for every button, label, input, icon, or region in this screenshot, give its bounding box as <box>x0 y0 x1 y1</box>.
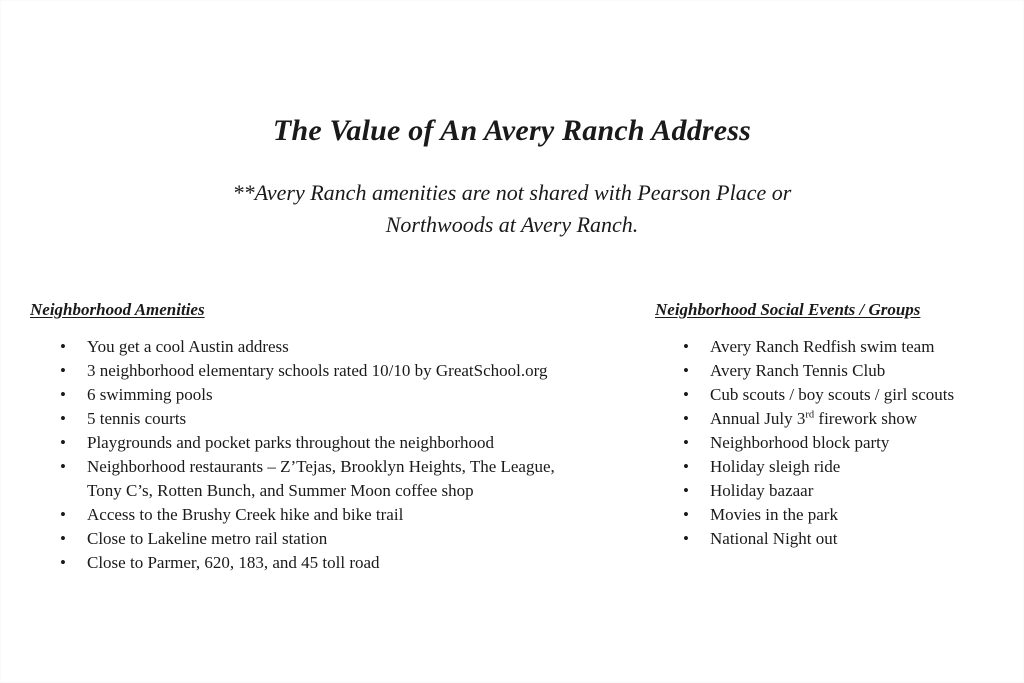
list-item: • Avery Ranch Tennis Club <box>655 359 1015 383</box>
list-item-text-post: firework show <box>814 409 918 428</box>
ordinal-suffix: rd <box>805 409 815 421</box>
amenities-list <box>30 335 640 575</box>
list-item <box>30 455 640 503</box>
social-events-section <box>655 298 1015 551</box>
list-item-text-pre: Annual July 3 <box>710 409 806 428</box>
list-item: • Movies in the park <box>655 503 1015 527</box>
list-item-line-1: Neighborhood restaurants – Z’Tejas, Brooklyn Heights, The League, <box>87 457 555 476</box>
list-item-line-2: Tony C’s, Rotten Bunch, and Summer Moon coffee shop <box>87 481 474 500</box>
list-item <box>655 407 1015 431</box>
page-title: The Value of An Avery Ranch Address <box>272 114 752 147</box>
list-item: • National Night out <box>655 527 1015 551</box>
subtitle-note <box>0 177 1024 241</box>
subtitle-line-2: Northwoods at Avery Ranch. <box>385 212 639 237</box>
subtitle-line-1: **Avery Ranch amenities are not shared with Pearson Place or <box>232 180 792 205</box>
list-item: • Neighborhood block party <box>655 431 1015 455</box>
amenities-heading: Neighborhood Amenities <box>30 300 205 319</box>
list-item: • Playgrounds and pocket parks throughout the neighborhood <box>30 431 640 455</box>
list-item: • 3 neighborhood elementary schools rated 10/10 by GreatSchool.org <box>30 359 640 383</box>
list-item: • Cub scouts / boy scouts / girl scouts <box>655 383 1015 407</box>
list-item: • 6 swimming pools <box>30 383 640 407</box>
social-events-heading: Neighborhood Social Events / Groups <box>655 300 921 319</box>
list-item: • Close to Parmer, 620, 183, and 45 toll road <box>30 551 640 575</box>
social-events-list <box>655 335 1015 551</box>
amenities-section <box>30 298 640 575</box>
list-item: • Holiday bazaar <box>655 479 1015 503</box>
list-item: • Access to the Brushy Creek hike and bike trail <box>30 503 640 527</box>
list-item: • Avery Ranch Redfish swim team <box>655 335 1015 359</box>
list-item: • 5 tennis courts <box>30 407 640 431</box>
list-item: • Close to Lakeline metro rail station <box>30 527 640 551</box>
list-item: • Holiday sleigh ride <box>655 455 1015 479</box>
list-item: • You get a cool Austin address <box>30 335 640 359</box>
